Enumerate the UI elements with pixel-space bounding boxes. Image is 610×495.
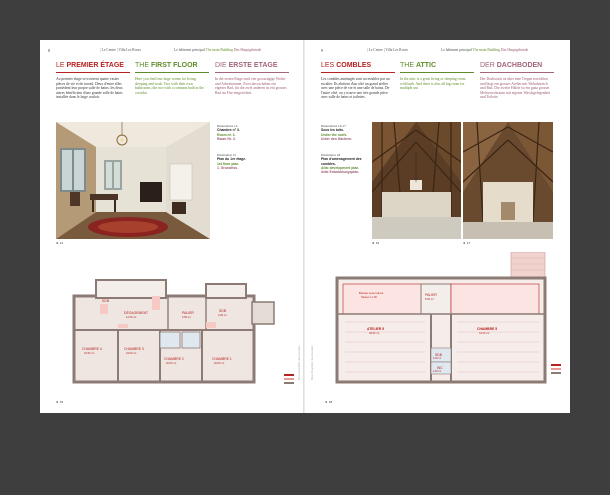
heading-prefix: THE	[135, 62, 149, 69]
header-series: | Le Centre | Villa Les Roses	[367, 48, 408, 52]
heading-main: ATTIC	[415, 62, 437, 69]
plan-label: ATELIER 5	[367, 327, 385, 331]
plan-label: CHAMBRE 2	[164, 357, 184, 361]
plan-label: Bureau sous toiture	[359, 291, 384, 295]
caption-ref: Illustrations 16-17	[321, 124, 346, 128]
plan-area: 20.00 m²	[166, 362, 177, 365]
heading-en	[400, 62, 436, 69]
heading-main: DACHBODEN	[496, 62, 543, 69]
heading-rule-en	[135, 72, 209, 73]
figure-label-photo-2: Ill. 17	[463, 241, 471, 245]
plan-area: 48.00 m²	[369, 332, 380, 335]
text-de: In der ersten Etage sind vier grosszügige Wohn- und Arbeitsräume. Zwei davon haben ein eigenes Bad, für die zwei anderen ist ein grosses Bad im Flur eingerichtet.	[215, 77, 287, 95]
caption-plan	[321, 153, 371, 174]
caption-de: Raum Nr. 3.	[217, 136, 236, 141]
caption-ref: Illustrations 14	[217, 124, 238, 128]
plan-area: 6.50 m²	[182, 316, 191, 319]
floor-plan-first	[56, 266, 296, 396]
caption-en: Attic development plan.	[321, 165, 360, 170]
caption-en: Under the roofs.	[321, 132, 348, 137]
plan-area: 42.00 m²	[479, 332, 490, 335]
header-section-fr: Le bâtiment principal	[174, 48, 205, 52]
plan-area: 26.00 m²	[214, 362, 225, 365]
room-photo	[56, 122, 210, 239]
caption-de: 1. Grundriss.	[217, 165, 238, 170]
plan-label: SDB	[435, 353, 442, 357]
caption-en: 1st floor plan.	[217, 161, 240, 166]
plan-label: SDB	[102, 299, 109, 303]
heading-main: PREMIER ÉTAGE	[66, 62, 124, 69]
running-header-section	[174, 48, 261, 52]
right-page	[305, 40, 570, 413]
plan-area: 24.00 m²	[126, 352, 137, 355]
text-de: Der Dachstock ist über eine Treppe erreichbar und birgt ein grosses Atelier mit Wohnbereich und Bad. Die zweite Hälfte ist ein ganz grosser Mehrzweckraum mit eigener Waschgelegenheit und Toilette.	[480, 77, 551, 100]
text-fr: Au premier étage se trouvent quatre vastes pièces de vie et de travail. Deux d'entre elles possèdent leur propre salle de bains; les deux autres bénéficient d'une grande salle de bains installée dans le large couloir.	[56, 77, 123, 100]
heading-rule-de	[215, 72, 289, 73]
plan-area: 8.00 m²	[425, 298, 434, 301]
caption-ref: Illustration 15	[217, 153, 237, 157]
heading-main: FIRST FLOOR	[150, 62, 198, 69]
plan-area: 2.00 m²	[433, 370, 442, 373]
figure-label-plan: Ill. 18	[325, 400, 333, 404]
header-section-de: Das Hauptgebäude	[233, 48, 262, 52]
page-number: 8	[48, 48, 50, 53]
vertical-credit: Plans d'ensemble: plan inventaire	[298, 345, 301, 380]
plan-label: DÉGAGEMENT	[124, 311, 149, 315]
figure-label-plan: Ill. 15	[56, 400, 64, 404]
heading-rule-fr	[56, 72, 130, 73]
caption-de: Attic Entwicklungsplan.	[321, 170, 360, 175]
plan-label: SDB	[219, 309, 226, 313]
running-header-section	[441, 48, 528, 52]
heading-prefix: LE	[56, 62, 65, 69]
caption-photo	[217, 124, 297, 141]
caption-plan	[217, 153, 297, 170]
figure-label-photo-1: Ill. 16	[372, 241, 380, 245]
header-series: | Le Centre | Villa Les Roses	[100, 48, 141, 52]
caption-fr: Plan du 1er étage.	[217, 157, 247, 162]
heading-rule-fr	[321, 72, 395, 73]
caption-de: Unter den Dächern.	[321, 136, 353, 141]
header-section-en: The main Building	[472, 48, 500, 52]
plan-area: 22.50 m²	[84, 352, 95, 355]
plan-label: PALIER	[425, 293, 437, 297]
caption-en: Room nr. 3.	[217, 132, 236, 137]
attic-photo-2	[463, 122, 553, 239]
header-section-en: The main Building	[205, 48, 233, 52]
heading-rule-de	[480, 72, 554, 73]
running-header	[100, 48, 141, 52]
heading-prefix: DER	[480, 62, 495, 69]
heading-main: ERSTE ETAGE	[228, 62, 278, 69]
plan-area: 6.00 m²	[433, 357, 442, 360]
running-header	[367, 48, 408, 52]
caption-fr: Sous les toits.	[321, 128, 344, 133]
plan-area: 4.20 m²	[218, 314, 227, 317]
heading-rule-en	[400, 72, 474, 73]
plan-label: CHAMBRE 4	[82, 347, 102, 351]
text-fr: Les combles aménagés sont accessibles par un escalier. Ils abritent d'un côté un grand atelier avec une pièce de vie et une salle de bains. De l'autre côté, on y trouve une très grande pièce avec salle de bains et toilettes.	[321, 77, 390, 100]
attic-photo-1	[372, 122, 461, 239]
heading-prefix: DIE	[215, 62, 227, 69]
heading-de	[215, 62, 278, 69]
text-en: Here you find four large rooms for living, sleeping and work. Two with their own bathrooms; the two with a common bath in the corridor.	[135, 77, 204, 95]
header-section-de: Das Hauptgebäude	[500, 48, 529, 52]
caption-photos	[321, 124, 371, 141]
page-number: 9	[321, 48, 323, 53]
heading-en	[135, 62, 198, 69]
plan-label: PALIER	[182, 311, 194, 315]
figure-label-photo: Ill. 14	[56, 241, 64, 245]
vertical-credit: Plans d'ensemble: plan inventaire	[311, 345, 314, 380]
heading-fr	[321, 62, 371, 69]
text-en: In the attic is a great living or sleeping room with bath. And there is also all big room for multiple use.	[400, 77, 466, 91]
caption-ref: Illustration 18	[321, 153, 341, 157]
plan-label: CHAMBRE 5	[477, 327, 498, 331]
header-section-fr: Le bâtiment principal	[441, 48, 472, 52]
heading-prefix: THE	[400, 62, 414, 69]
caption-fr: Chambre n° 3.	[217, 128, 240, 133]
heading-fr	[56, 62, 124, 69]
plan-area: Hauteur ≥ 1.80	[361, 296, 377, 299]
caption-fr: Plan d'aménagement des combles.	[321, 157, 362, 166]
left-page	[40, 40, 305, 413]
plan-label: CHAMBRE 1	[212, 357, 232, 361]
plan-label: CHAMBRE 3	[124, 347, 144, 351]
heading-main: COMBLES	[336, 62, 372, 69]
floor-plan-attic	[325, 252, 563, 392]
plan-area: 12.00 m²	[126, 316, 137, 319]
heading-prefix: LES	[321, 62, 335, 69]
plan-label: WC	[437, 366, 443, 370]
heading-de	[480, 62, 542, 69]
